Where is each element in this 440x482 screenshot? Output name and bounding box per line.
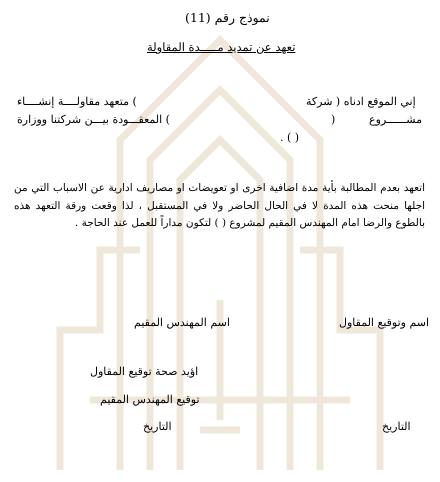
contractor-signature-label: اسم وتوقيع المقاول (339, 316, 430, 329)
contract-between: ) المعقـــودة بيـــن شركتنا ووزارة (17, 113, 170, 126)
contractor-suffix: ) متعهد مقاولــــة إنشــــاء (17, 95, 137, 108)
form-title: تعهد عن تمديد مـــــدة المقاولة (147, 40, 296, 54)
engineer-signature-label: توقيع المهندس المقيم (100, 393, 200, 406)
engineer-name-label: اسم المهندس المقيم (134, 316, 230, 329)
project-word: مشــــــروع (369, 113, 422, 126)
closing-line: ( ) . (280, 131, 300, 144)
date-label-right: التاريخ (382, 420, 411, 433)
body-paragraph: اتعهد بعدم المطالبة بأية مدة اضافية اخرى او تعويضات او مصاريف ادارية عن الاسباب التي من اجلها منحت هذه المدة لا في الحال الحاضر ولا في المستقبل ، لذا وقعت ورقة التعهد هذه بالطوع والرضا امام المهندس المقيم لمشروع ( ) لتكون مداراً للعمل عند الحاجة . (14, 182, 425, 229)
date-label-left: التاريخ (143, 420, 172, 433)
signer-prefix: إني الموقع ادناه ( شركة (306, 95, 416, 108)
open-paren: ( (331, 113, 336, 126)
form-number: نموذج رقم (11) (185, 10, 270, 25)
verify-signature-label: اؤيد صحة توقيع المقاول (90, 365, 199, 378)
